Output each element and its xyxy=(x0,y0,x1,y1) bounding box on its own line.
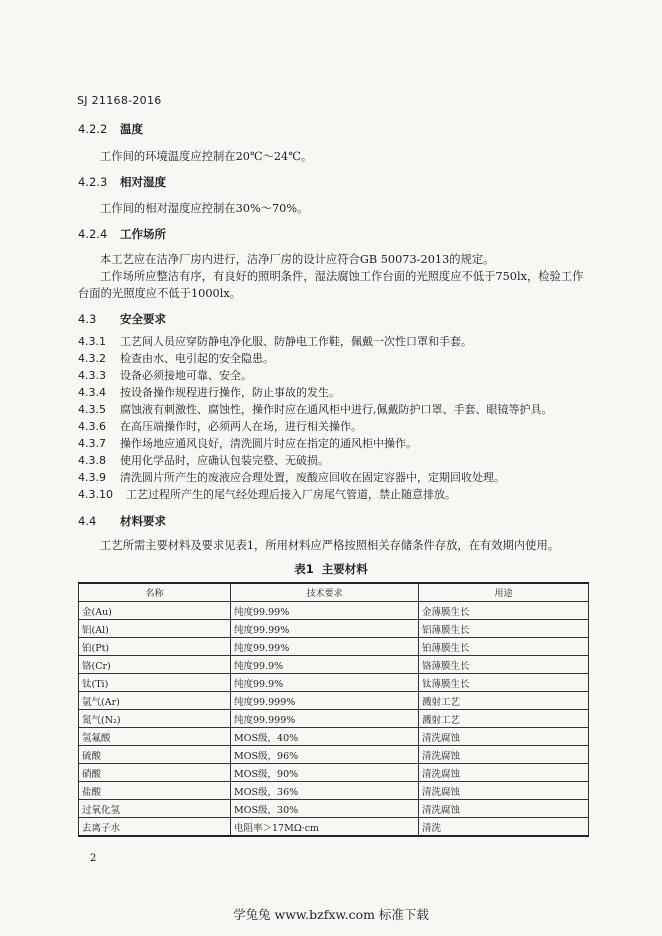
cell-name: 过氧化氢 xyxy=(79,800,231,818)
table-row xyxy=(79,728,589,746)
table-row xyxy=(79,674,589,692)
cell-spec: MOS级，36% xyxy=(231,782,419,800)
heading-safety xyxy=(78,311,166,327)
table-row xyxy=(79,818,589,837)
item-text: 使用化学品时，应确认包装完整、无破损。 xyxy=(120,454,329,467)
header-name: 名称 xyxy=(79,583,231,602)
humidity-text: 工作间的相对湿度应控制在30%～70%。 xyxy=(100,202,309,215)
item-text: 操作场地应通风良好，清洗圆片时应在指定的通风柜中操作。 xyxy=(120,437,417,450)
workplace-text-3: 台面的光照度应不低于1000lx。 xyxy=(78,287,242,300)
cell-spec: MOS级，96% xyxy=(231,746,419,764)
item-text: 工艺过程所产生的尾气经处理后接入厂房尾气管道，禁止随意排放。 xyxy=(126,488,456,501)
cell-spec: 纯度99.9% xyxy=(231,674,419,692)
safety-item xyxy=(78,350,274,366)
cell-name: 氮气(N₂) xyxy=(79,710,231,728)
table-header-row xyxy=(79,583,589,602)
item-number: 4.3.6 xyxy=(78,420,106,433)
safety-item xyxy=(78,367,252,383)
cell-use: 清洗腐蚀 xyxy=(419,764,589,782)
item-number: 4.3.10 xyxy=(78,488,113,501)
cell-spec: 纯度99.99% xyxy=(231,602,419,620)
cell-name: 盐酸 xyxy=(79,782,231,800)
cell-use: 铂薄膜生长 xyxy=(419,638,589,656)
item-number: 4.3.7 xyxy=(78,437,106,450)
item-number: 4.3.3 xyxy=(78,369,106,382)
workplace-text-2: 工作场所应整洁有序，有良好的照明条件，湿法腐蚀工作台面的光照度应不低于750lx，检验工作 xyxy=(100,270,584,283)
table-title: 主要材料 xyxy=(321,562,368,576)
cell-spec: 纯度99.999% xyxy=(231,710,419,728)
cell-name: 氢氟酸 xyxy=(79,728,231,746)
materials-text: 工艺所需主要材料及要求见表1，所用材料应严格按照相关存储条件存放，在有效期内使用。 xyxy=(100,539,560,552)
cell-use: 清洗 xyxy=(419,818,589,837)
heading-temperature xyxy=(78,121,143,137)
item-number: 4.3.8 xyxy=(78,454,106,467)
cell-use: 溅射工艺 xyxy=(419,692,589,710)
cell-spec: MOS级，90% xyxy=(231,764,419,782)
section-number: 4.2.3 xyxy=(78,175,108,189)
table-caption xyxy=(0,561,662,577)
cell-use: 清洗腐蚀 xyxy=(419,800,589,818)
item-number: 4.3.9 xyxy=(78,471,106,484)
cell-name: 铂(Pt) xyxy=(79,638,231,656)
item-text: 在高压端操作时，必须两人在场，进行相关操作。 xyxy=(120,420,362,433)
workplace-text-1: 本工艺应在洁净厂房内进行，洁净厂房的设计应符合GB 50073-2013的规定。 xyxy=(100,253,495,266)
table-row xyxy=(79,692,589,710)
table-row xyxy=(79,656,589,674)
page-number: 2 xyxy=(90,853,97,864)
cell-spec: 纯度99.999% xyxy=(231,692,419,710)
safety-item xyxy=(78,486,456,502)
cell-spec: 电阻率＞17MΩ·cm xyxy=(231,818,419,837)
section-number: 4.3 xyxy=(78,312,97,326)
section-number: 4.2.4 xyxy=(78,227,108,241)
section-number: 4.4 xyxy=(78,514,97,528)
cell-spec: 纯度99.9% xyxy=(231,656,419,674)
cell-use: 铝薄膜生长 xyxy=(419,620,589,638)
cell-name: 硝酸 xyxy=(79,764,231,782)
heading-workplace xyxy=(78,226,166,242)
temperature-text: 工作间的环境温度应控制在20℃～24℃。 xyxy=(100,150,313,163)
table-row xyxy=(79,638,589,656)
table-row xyxy=(79,746,589,764)
materials-table xyxy=(78,582,589,837)
cell-name: 硫酸 xyxy=(79,746,231,764)
cell-use: 清洗腐蚀 xyxy=(419,728,589,746)
cell-use: 金薄膜生长 xyxy=(419,602,589,620)
document-number: SJ 21168-2016 xyxy=(77,94,162,107)
item-text: 清洗圆片所产生的废液应合理处置，废酸应回收在固定容器中，定期回收处理。 xyxy=(120,471,505,484)
cell-spec: MOS级，40% xyxy=(231,728,419,746)
table-row xyxy=(79,710,589,728)
item-number: 4.3.5 xyxy=(78,403,106,416)
header-use: 用途 xyxy=(419,583,589,602)
cell-name: 氩气(Ar) xyxy=(79,692,231,710)
section-title: 安全要求 xyxy=(120,312,166,326)
cell-name: 钛(Ti) xyxy=(79,674,231,692)
cell-name: 去离子水 xyxy=(79,818,231,837)
heading-materials xyxy=(78,513,166,529)
table-label: 表1 xyxy=(294,562,314,576)
safety-item xyxy=(78,384,340,400)
cell-spec: 纯度99.99% xyxy=(231,620,419,638)
item-text: 工艺间人员应穿防静电净化服、防静电工作鞋，佩戴一次性口罩和手套。 xyxy=(120,335,472,348)
section-number: 4.2.2 xyxy=(78,122,108,136)
safety-item xyxy=(78,469,505,485)
cell-use: 钛薄膜生长 xyxy=(419,674,589,692)
safety-item xyxy=(78,401,553,417)
item-number: 4.3.4 xyxy=(78,386,106,399)
footer-watermark: 学兔兔 www.bzfxw.com 标准下载 xyxy=(233,907,429,922)
section-title: 工作场所 xyxy=(120,227,166,241)
table-row xyxy=(79,782,589,800)
item-text: 检查由水、电引起的安全隐患。 xyxy=(120,352,274,365)
cell-spec: MOS级，30% xyxy=(231,800,419,818)
safety-item xyxy=(78,333,472,349)
cell-name: 铬(Cr) xyxy=(79,656,231,674)
item-text: 设备必须接地可靠、安全。 xyxy=(120,369,252,382)
item-number: 4.3.1 xyxy=(78,335,106,348)
safety-item xyxy=(78,418,362,434)
cell-use: 清洗腐蚀 xyxy=(419,746,589,764)
cell-use: 铬薄膜生长 xyxy=(419,656,589,674)
table-row xyxy=(79,764,589,782)
item-number: 4.3.2 xyxy=(78,352,106,365)
cell-name: 铝(Al) xyxy=(79,620,231,638)
section-title: 温度 xyxy=(120,122,143,136)
cell-name: 金(Au) xyxy=(79,602,231,620)
cell-use: 溅射工艺 xyxy=(419,710,589,728)
section-title: 相对湿度 xyxy=(120,175,166,189)
section-title: 材料要求 xyxy=(120,514,166,528)
item-text: 腐蚀液有刺激性、腐蚀性，操作时应在通风柜中进行,佩戴防护口罩、手套、眼镜等护具。 xyxy=(120,403,553,416)
table-row xyxy=(79,620,589,638)
cell-use: 清洗腐蚀 xyxy=(419,782,589,800)
table-row xyxy=(79,800,589,818)
heading-humidity xyxy=(78,174,166,190)
item-text: 按设备操作规程进行操作，防止事故的发生。 xyxy=(120,386,340,399)
safety-item xyxy=(78,435,417,451)
safety-item xyxy=(78,452,329,468)
cell-spec: 纯度99.99% xyxy=(231,638,419,656)
table-row xyxy=(79,602,589,620)
header-spec: 技术要求 xyxy=(231,583,419,602)
